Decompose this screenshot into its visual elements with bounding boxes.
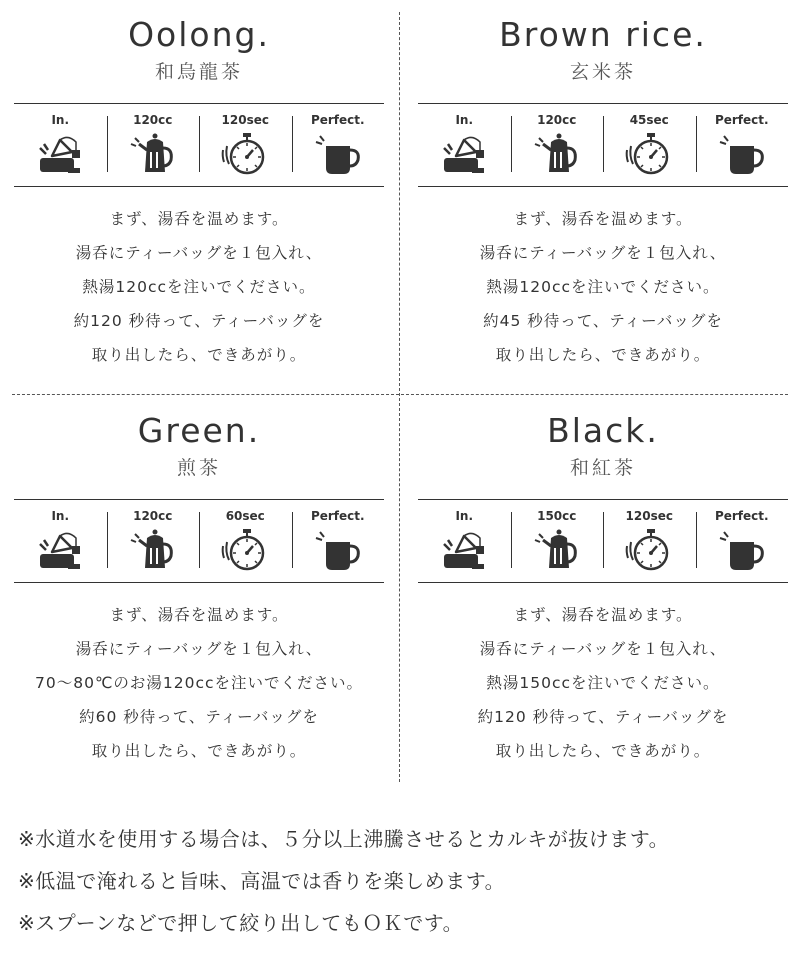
brew-step-label: In. [455, 509, 474, 523]
horizontal-divider [12, 394, 788, 395]
brew-description [14, 202, 384, 372]
stopwatch-icon [199, 132, 292, 176]
description-line: 湯呑にティーバッグを１包入れ、 [75, 640, 323, 658]
teabag-in-cup-icon [14, 132, 107, 176]
brew-step-label: 45sec [629, 113, 669, 127]
tea-title: Green. [137, 411, 261, 450]
kettle-icon [107, 528, 200, 572]
brew-step-label: In. [455, 113, 474, 127]
brew-step-label: 60sec [225, 509, 265, 523]
brew-steps [14, 499, 384, 583]
brew-steps [418, 103, 788, 187]
teabag-in-cup-icon [14, 528, 107, 572]
brew-step-label: In. [51, 113, 70, 127]
brew-steps [418, 499, 788, 583]
tea-card [14, 396, 384, 786]
brew-step [418, 500, 511, 582]
tea-card [418, 0, 788, 390]
description-line: 約45 秒待って、ティーバッグを [483, 312, 723, 330]
brew-step-label: 120cc [537, 113, 577, 127]
brew-step-label: 120cc [133, 509, 173, 523]
brew-step-label: 120sec [221, 113, 269, 127]
teabag-in-cup-icon [418, 132, 511, 176]
description-line: 湯呑にティーバッグを１包入れ、 [75, 244, 323, 262]
notes [18, 818, 788, 944]
description-line: 湯呑にティーバッグを１包入れ、 [479, 244, 727, 262]
brew-step [603, 500, 696, 582]
description-line: 取り出したら、できあがり。 [495, 346, 711, 364]
teabag-in-cup-icon [418, 528, 511, 572]
brew-step-label: Perfect. [714, 113, 769, 127]
brew-step [292, 104, 385, 186]
brew-step [511, 104, 604, 186]
description-line: 熱湯120ccを注いでください。 [486, 278, 720, 296]
description-line: まず、湯呑を温めます。 [513, 210, 693, 228]
brew-step-label: Perfect. [310, 509, 365, 523]
stopwatch-icon [603, 528, 696, 572]
brew-steps [14, 103, 384, 187]
brew-step [107, 500, 200, 582]
brew-step [603, 104, 696, 186]
brew-step [418, 104, 511, 186]
description-line: 70～80℃のお湯120ccを注いでください。 [35, 674, 363, 692]
brew-step [14, 104, 107, 186]
brew-description [14, 598, 384, 768]
brew-step [14, 500, 107, 582]
description-line: 取り出したら、できあがり。 [495, 742, 711, 760]
brew-description [418, 202, 788, 372]
brew-step-label: Perfect. [714, 509, 769, 523]
note-line: ※低温で淹れると旨味、高温では香りを楽しめます。 [18, 869, 506, 893]
brew-step-label: 120sec [625, 509, 673, 523]
brew-step [511, 500, 604, 582]
tea-card [14, 0, 384, 390]
tea-title: Black. [547, 411, 659, 450]
description-line: 約60 秒待って、ティーバッグを [79, 708, 319, 726]
brew-step-label: In. [51, 509, 70, 523]
brew-step [199, 500, 292, 582]
description-line: 約120 秒待って、ティーバッグを [477, 708, 729, 726]
tea-card [418, 396, 788, 786]
tea-title: Brown rice. [499, 15, 707, 54]
brew-step-label: 120cc [133, 113, 173, 127]
stopwatch-icon [199, 528, 292, 572]
kettle-icon [107, 132, 200, 176]
brew-step [696, 104, 789, 186]
mug-icon [696, 528, 789, 572]
mug-icon [696, 132, 789, 176]
brew-step-label: 150cc [537, 509, 577, 523]
tea-subtitle: 煎茶 [176, 457, 221, 479]
brew-step-label: Perfect. [310, 113, 365, 127]
brew-description [418, 598, 788, 768]
brew-step [107, 104, 200, 186]
description-line: 熱湯150ccを注いでください。 [486, 674, 720, 692]
description-line: 約120 秒待って、ティーバッグを [73, 312, 325, 330]
brew-step [696, 500, 789, 582]
description-line: 熱湯120ccを注いでください。 [82, 278, 316, 296]
description-line: まず、湯呑を温めます。 [513, 606, 693, 624]
description-line: 湯呑にティーバッグを１包入れ、 [479, 640, 727, 658]
note-line: ※スプーンなどで押して絞り出してもＯＫです。 [18, 911, 464, 935]
tea-subtitle: 玄米茶 [569, 61, 636, 83]
tea-subtitle: 和紅茶 [569, 457, 636, 479]
vertical-divider [399, 12, 400, 782]
description-line: まず、湯呑を温めます。 [109, 210, 289, 228]
description-line: まず、湯呑を温めます。 [109, 606, 289, 624]
description-line: 取り出したら、できあがり。 [91, 346, 307, 364]
kettle-icon [511, 132, 604, 176]
kettle-icon [511, 528, 604, 572]
mug-icon [292, 132, 385, 176]
stopwatch-icon [603, 132, 696, 176]
mug-icon [292, 528, 385, 572]
brew-step [292, 500, 385, 582]
tea-title: Oolong. [128, 15, 270, 54]
tea-subtitle: 和烏龍茶 [154, 61, 243, 83]
note-line: ※水道水を使用する場合は、５分以上沸騰させるとカルキが抜けます。 [18, 827, 670, 851]
description-line: 取り出したら、できあがり。 [91, 742, 307, 760]
brew-step [199, 104, 292, 186]
